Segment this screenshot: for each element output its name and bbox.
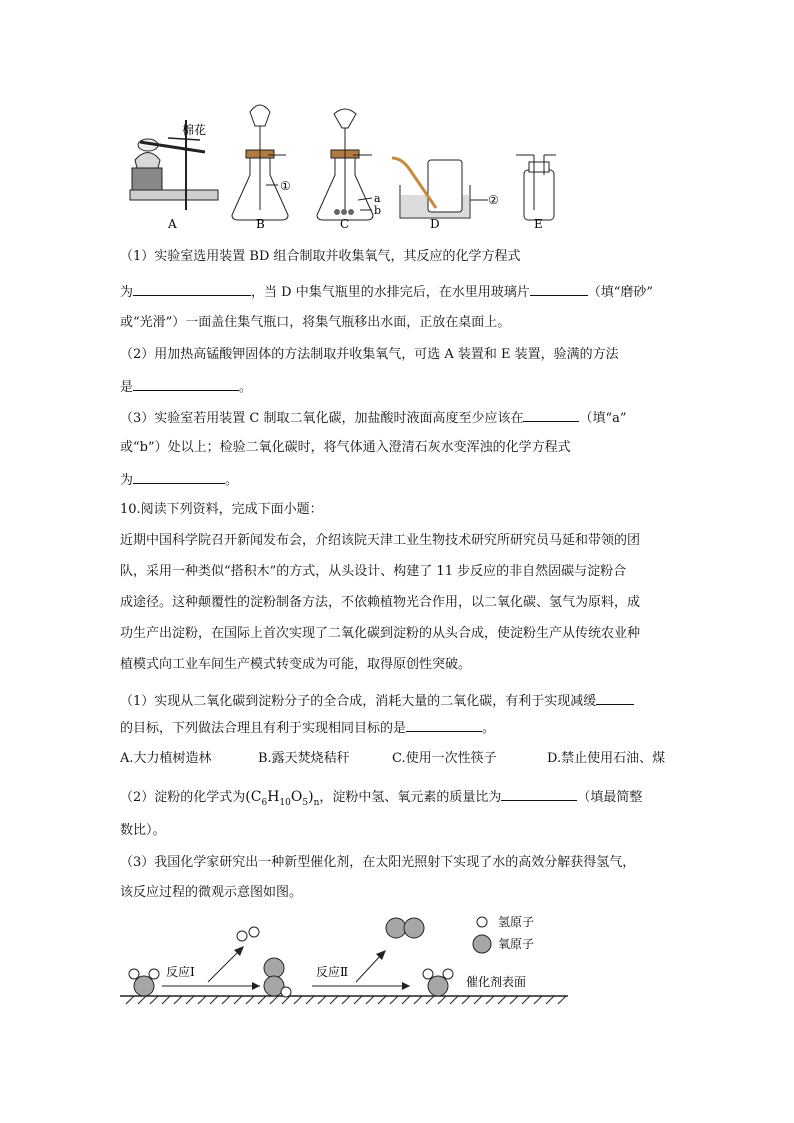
apparatus-a [130, 120, 218, 231]
text: （填“磨砂” [587, 285, 654, 300]
q9-part1-line1: （1）实验室选用装置 BD 组合制取并收集氧气，其反应的化学方程式 [120, 249, 521, 264]
q9-part3-line1 [120, 407, 627, 429]
q9-part3-line3 [120, 469, 238, 491]
reaction-2-label: 反应Ⅱ [316, 965, 349, 979]
legend-hydrogen: 氢原子 [498, 915, 535, 929]
text: 为 [120, 285, 134, 300]
q10-sub1-line2 [120, 717, 495, 739]
hydrogen-molecule [237, 927, 259, 941]
passage-line: 近期中国科学院召开新闻发布会，介绍该院天津工业生物技术研究所研究员马延和带领的团 [120, 533, 641, 548]
q10-sub1-line1 [120, 690, 634, 712]
surface-label: 催化剂表面 [466, 975, 527, 989]
option-d[interactable]: D.禁止使用石油、煤 [547, 751, 666, 766]
mark-a: a [374, 192, 381, 205]
apparatus-e [516, 155, 556, 231]
option-a[interactable]: A.大力植树造林 [120, 751, 212, 766]
q9-part1-line2 [120, 281, 653, 303]
text: 为 [120, 473, 134, 488]
passage-line: 功生产出淀粉，在国际上首次实现了二氧化碳到淀粉的从头合成，使淀粉生产从传统农业种 [120, 626, 641, 641]
q10-sub2-line2: 数比）。 [120, 823, 166, 838]
answer-blank[interactable] [523, 407, 579, 422]
label-e: E [534, 217, 543, 231]
apparatus-d [392, 158, 499, 231]
text: 。 [482, 721, 496, 736]
answer-blank[interactable] [501, 786, 577, 801]
q9-part2-line2 [120, 376, 252, 398]
mark-1: ① [280, 179, 291, 193]
arrow-head-icon [402, 982, 410, 990]
label-c: C [340, 217, 350, 231]
text: 。 [239, 380, 253, 395]
mark-b: b [374, 204, 382, 217]
answer-blank[interactable] [133, 376, 239, 391]
reaction-1-label: 反应Ⅰ [166, 965, 195, 979]
text: ，淀粉中氢、氧元素的质量比为 [319, 790, 502, 805]
oxygen-molecule [386, 918, 424, 938]
apparatus-b [232, 105, 291, 231]
text: （3）实验室若用装置 C 制取二氧化碳，加盐酸时液面高度至少应该在 [120, 411, 524, 426]
oxygen-atom-legend-icon [473, 935, 491, 953]
answer-blank[interactable] [406, 717, 482, 732]
answer-blank[interactable] [133, 281, 251, 296]
surface-hatching [126, 996, 566, 1004]
water-molecule [129, 969, 159, 996]
label-d: D [430, 217, 440, 231]
passage-line: 植模式向工业车间生产模式转变成为可能，取得原创性突破。 [120, 657, 472, 672]
q9-part1-line3: 或“光滑”）一面盖住集气瓶口，将集气瓶移出水面，正放在桌面上。 [120, 315, 511, 330]
reaction-diagram [120, 908, 580, 1018]
hydrogen-peroxide-molecule [264, 958, 291, 997]
passage-line: 队，采用一种类似“搭积木”的方式，从头设计、构建了 11 步反应的非自然固碳与淀粉合 [120, 564, 627, 579]
q10-sub3-line1: （3）我国化学家研究出一种新型催化剂，在太阳光照射下实现了水的高效分解获得氢气， [120, 855, 636, 870]
answer-blank[interactable] [530, 281, 588, 296]
h2-release-arrow [208, 950, 240, 982]
answer-blank[interactable] [596, 690, 634, 705]
apparatus-figure [110, 100, 570, 235]
cotton-label: 棉花 [182, 123, 207, 137]
apparatus-c [317, 109, 381, 231]
starch-formula: $(C_6H_{10}O_5)_n$ [245, 789, 320, 808]
o2-release-arrow [356, 954, 382, 982]
hydrogen-atom-legend-icon [477, 917, 487, 927]
option-c[interactable]: C.使用一次性筷子 [392, 751, 497, 766]
mark-2: ② [488, 193, 499, 207]
label-a: A [168, 217, 177, 231]
text: ，当 D 中集气瓶里的水排完后，在水里用玻璃片 [251, 285, 530, 300]
passage-line: 成途径。这种颠覆性的淀粉制备方法，不依赖植物光合作用，以二氧化碳、氢气为原料，成 [120, 595, 641, 610]
option-b[interactable]: B.露天焚烧秸秆 [258, 751, 350, 766]
q10-sub2-line1 [120, 786, 642, 813]
text: 是 [120, 380, 134, 395]
text: （填最简整 [577, 790, 643, 805]
water-molecule-product [423, 969, 453, 996]
q10-heading: 10.阅读下列资料，完成下面小题： [120, 502, 323, 517]
arrow-head-icon [252, 982, 260, 990]
q9-part3-line2: 或“b”）处以上；检验二氧化碳时，将气体通入澄清石灰水变浑浊的化学方程式 [120, 440, 571, 455]
answer-blank[interactable] [133, 469, 225, 484]
label-b: B [256, 217, 265, 231]
legend-oxygen: 氧原子 [498, 937, 535, 951]
text: 。 [225, 473, 239, 488]
q10-sub3-line2: 该反应过程的微观示意图如图。 [120, 885, 303, 900]
text: 的目标，下列做法合理且有利于实现相同目标的是 [120, 721, 407, 736]
q9-part2-line1: （2）用加热高锰酸钾固体的方法制取并收集氧气，可选 A 装置和 E 装置，验满的方法 [120, 347, 619, 362]
text: （填“a” [579, 411, 627, 426]
text: （2）淀粉的化学式为 [120, 790, 246, 805]
text: （1）实现从二氧化碳到淀粉分子的全合成，消耗大量的二氧化碳，有利于实现减缓 [120, 694, 597, 709]
